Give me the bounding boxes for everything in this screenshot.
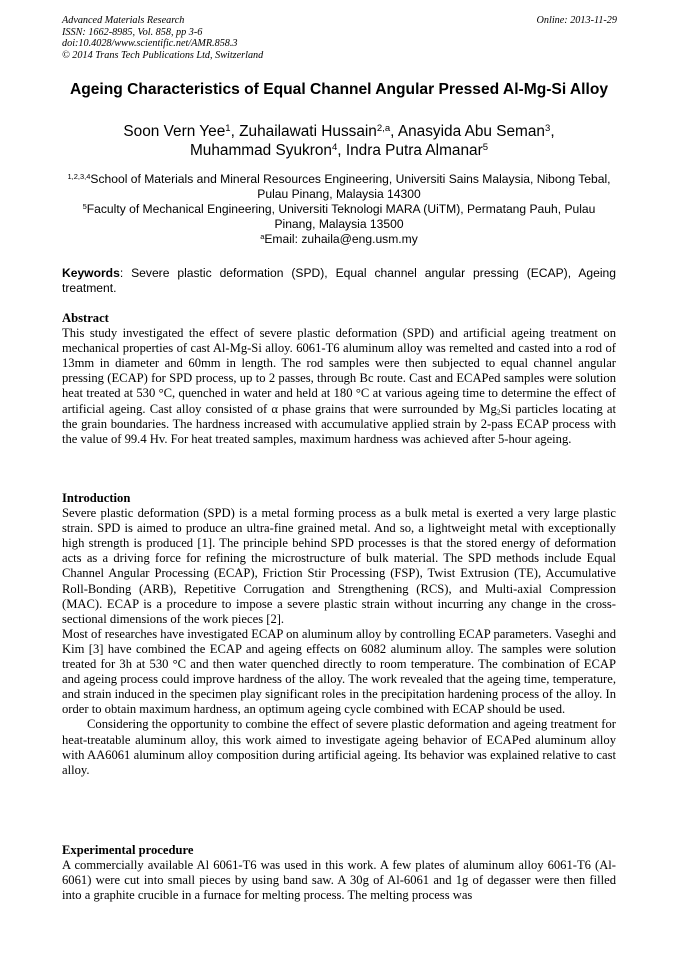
abstract-heading: Abstract — [62, 311, 109, 325]
online-date: Online: 2013-11-29 — [536, 15, 617, 26]
affiliation: $^5$Faculty of Mechanical Engineering, Universiti Teknologi MARA (UiTM), Permatang Pauh, Pulau Pinang, Malaysia 13500 — [82, 202, 596, 232]
author: Soon Vern Yee$^1$, — [123, 122, 240, 140]
keywords-text: : Severe plastic deformation (SPD), Equal channel angular pressing (ECAP), Ageing treatment. — [62, 266, 616, 295]
introduction-paragraph: Most of researches have investigated ECAP on aluminum alloy by controlling ECAP parameters. Vaseghi and Kim [3] have combined the ECAP and ageing effects on 6082 aluminum alloy. The samples were solution treated for 3h at 530 °C and then water quenched directly to room temperature. The combination of ECAP and ageing process could improve hardness of the alloy. The work revealed that the ageing time, temperature, and strain induced in the specimen play significant roles in the precipitation hardening process of the alloy. In order to obtain maximum hardness, an optimum ageing cycle combined with ECAP should be used. — [62, 626, 616, 717]
author: Indra Putra Almanar$^5$ — [345, 141, 489, 159]
author: Muhammad Syukron$^4$, — [189, 141, 346, 159]
author-list — [62, 123, 616, 160]
introduction-section — [62, 491, 616, 778]
introduction-paragraph: Considering the opportunity to combine the effect of severe plastic deformation and ageing treatment for heat-treatable aluminum alloy, this work aimed to investigate ageing behavior of ECAPed aluminum alloy with AA6061 aluminum alloy composition during artificial ageing. Its behavior was explained relative to cast alloy. — [62, 717, 616, 777]
journal-issn: ISSN: 1662-8985, Vol. 858, pp 3-6 — [62, 26, 203, 38]
journal-copyright: © 2014 Trans Tech Publications Ltd, Switzerland — [62, 49, 264, 61]
affiliation-email: $^a$Email: zuhaila@eng.usm.my — [260, 232, 418, 247]
journal-name: Advanced Materials Research — [62, 15, 185, 26]
introduction-paragraph: Severe plastic deformation (SPD) is a metal forming process as a bulk metal is exerted a very large plastic strain. SPD is aimed to produce an ultra-fine grained metal. And so, a lightweight metal with exceptionally high strength is produced [1]. The principle behind SPD processes is that the stored energy of deformation acts as a driving force for refining the microstructure of bulk material. The SPD methods include Equal Channel Angular Processing (ECAP), Friction Stir Processing (FSP), Twist Extrusion (TE), Accumulative Roll-Bonding (ARB), Repetitive Corrugation and Strengthening (RCS), and Multi-axial Compression (MAC). ECAP is a procedure to impose a severe plastic strain without incurring any change in the cross-sectional dimensions of the work pieces [2]. — [62, 506, 616, 626]
experimental-paragraph: A commercially available Al 6061-T6 was used in this work. A few plates of aluminum alloy 6061-T6 (Al-6061) were cut into small pieces by using band saw. A 30g of Al-6061 and 1g of degasser were then filled into a graphite crucible in a furnace for melting process. The melting process was — [62, 858, 616, 903]
keywords-label: Keywords — [62, 266, 120, 280]
journal-header — [62, 15, 617, 61]
author: Zuhailawati Hussain$^{2,a}$, — [239, 122, 398, 140]
experimental-section — [62, 843, 616, 903]
abstract-section — [62, 311, 616, 447]
affiliations — [62, 172, 616, 247]
experimental-heading: Experimental procedure — [62, 843, 194, 857]
paper-title: Ageing Characteristics of Equal Channel Angular Pressed Al-Mg-Si Alloy — [69, 81, 609, 98]
journal-doi: doi:10.4028/www.scientific.net/AMR.858.3 — [62, 38, 238, 50]
author: Anasyida Abu Seman$^3$, — [397, 122, 555, 140]
affiliation: $^{1,2,3,4}$School of Materials and Mineral Resources Engineering, Universiti Sains Malaysia, Nibong Tebal, Pulau Pinang, Malaysia 14300 — [67, 171, 611, 202]
introduction-heading: Introduction — [62, 491, 131, 505]
keywords — [62, 266, 616, 295]
abstract-text: This study investigated the effect of severe plastic deformation (SPD) and artificial ageing treatment on mechanical properties of cast Al-Mg-Si alloy. 6061-T6 aluminum alloy was remelted and casted into a rod of 13mm in diameter and 60mm in length. The rod samples were then subjected to equal channel angular pressing (ECAP) for SPD process, up to 2 passes, through Bc route. Cast and ECAPed samples were solution heat treated at 530 °C, quenched in water and held at 180 °C at various ageing time to determine the effect of artificial ageing. Cast alloy consisted of α phase grains that were surrounded by $Mg_2Si$ particles locating at the grain boundaries. The hardness increased with accumulative applied strain by 2-pass ECAP process with the value of 99.4 Hv. For heat treated samples, maximum hardness was achieved after 5-hour ageing. — [62, 326, 616, 446]
